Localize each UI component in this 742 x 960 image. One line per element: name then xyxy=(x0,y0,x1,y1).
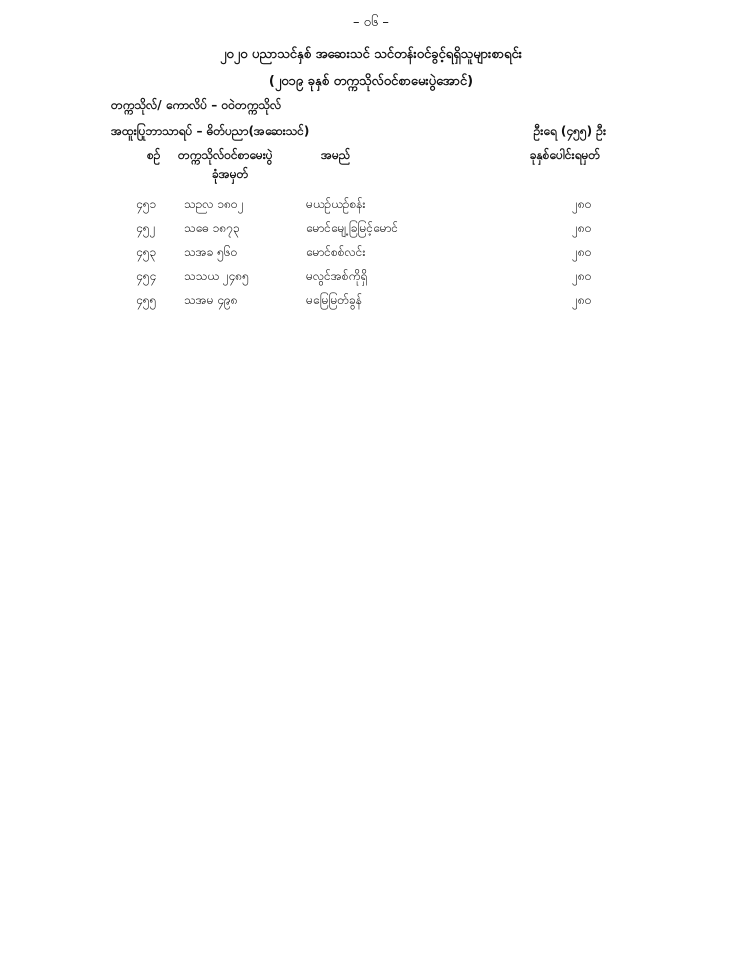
row-roll-number: သအခ ၅၆၀ xyxy=(184,245,238,259)
row-name: မလွင်အစ်ကိုရှိ xyxy=(306,269,368,283)
column-header-roll-number: တက္ကသိုလ်ဝင်စာမေးပွဲ xyxy=(178,148,273,162)
row-roll-number: သအမ ၄၉၈ xyxy=(184,293,238,307)
row-number: ၄၅၂ xyxy=(136,221,156,235)
table-row xyxy=(0,220,742,244)
document-title: ၂၀၂၀ ပညာသင်နှစ် အဆေးသင် သင်တန်းဝင်ခွင့်ရရှိသူများစာရင်း xyxy=(219,47,522,62)
row-marks: ၂၈၀ xyxy=(572,245,592,259)
table-row xyxy=(0,268,742,292)
row-marks: ၂၈၀ xyxy=(572,293,592,307)
page-number: – ၀၆ – xyxy=(353,15,389,30)
specialization-line: အထူးပြုဘာသာရပ် – ဓိတ်ပညာ(အဆေးသင်) xyxy=(111,124,310,138)
document-subtitle: (၂၀၁၉ ခုနှစ် တက္ကသိုလ်ဝင်စာမေးပွဲအောင်) xyxy=(268,74,474,89)
row-roll-number: သသယ ၂၄၈၅ xyxy=(184,269,249,283)
row-marks: ၂၈၀ xyxy=(572,221,592,235)
university-line: တက္ကသိုလ်/ ကောလိပ် – ဝဝဲတက္ကသိုလ် xyxy=(111,98,282,112)
row-roll-number: သဓေ ၁၈၇၃ xyxy=(184,221,240,235)
row-name: မောင်မျေ့ခြမြင့်မောင် xyxy=(306,221,399,235)
column-header-no: စဉ် xyxy=(147,148,161,162)
row-marks: ၂၈၀ xyxy=(572,269,592,283)
row-name: မယဉ်ယဉ်စန်း xyxy=(306,197,366,211)
row-number: ၄၅၁ xyxy=(136,197,157,211)
column-header-name: အမည် xyxy=(321,148,351,162)
table-row xyxy=(0,196,742,220)
row-name: မမြေမြတ်ခွန် xyxy=(306,293,362,307)
row-marks: ၂၈၀ xyxy=(572,197,592,211)
table-row xyxy=(0,244,742,268)
column-header-marks: ခုနှစ်ပေါင်းရမှတ် xyxy=(529,148,600,162)
row-number: ၄၅၄ xyxy=(136,269,157,283)
row-name: မောင်စစ်လင်း xyxy=(306,245,366,259)
row-number: ၄၅၃ xyxy=(136,245,157,259)
student-table xyxy=(0,196,742,316)
table-row xyxy=(0,292,742,316)
row-roll-number: သဉလ ၁၈၀၂ xyxy=(184,197,244,211)
column-header-roll-number-line2: ခုံအမှတ် xyxy=(212,167,249,181)
row-number: ၄၅၅ xyxy=(136,293,157,307)
total-count: ဦးရေ (၄၅၅) ဦး xyxy=(533,124,606,138)
